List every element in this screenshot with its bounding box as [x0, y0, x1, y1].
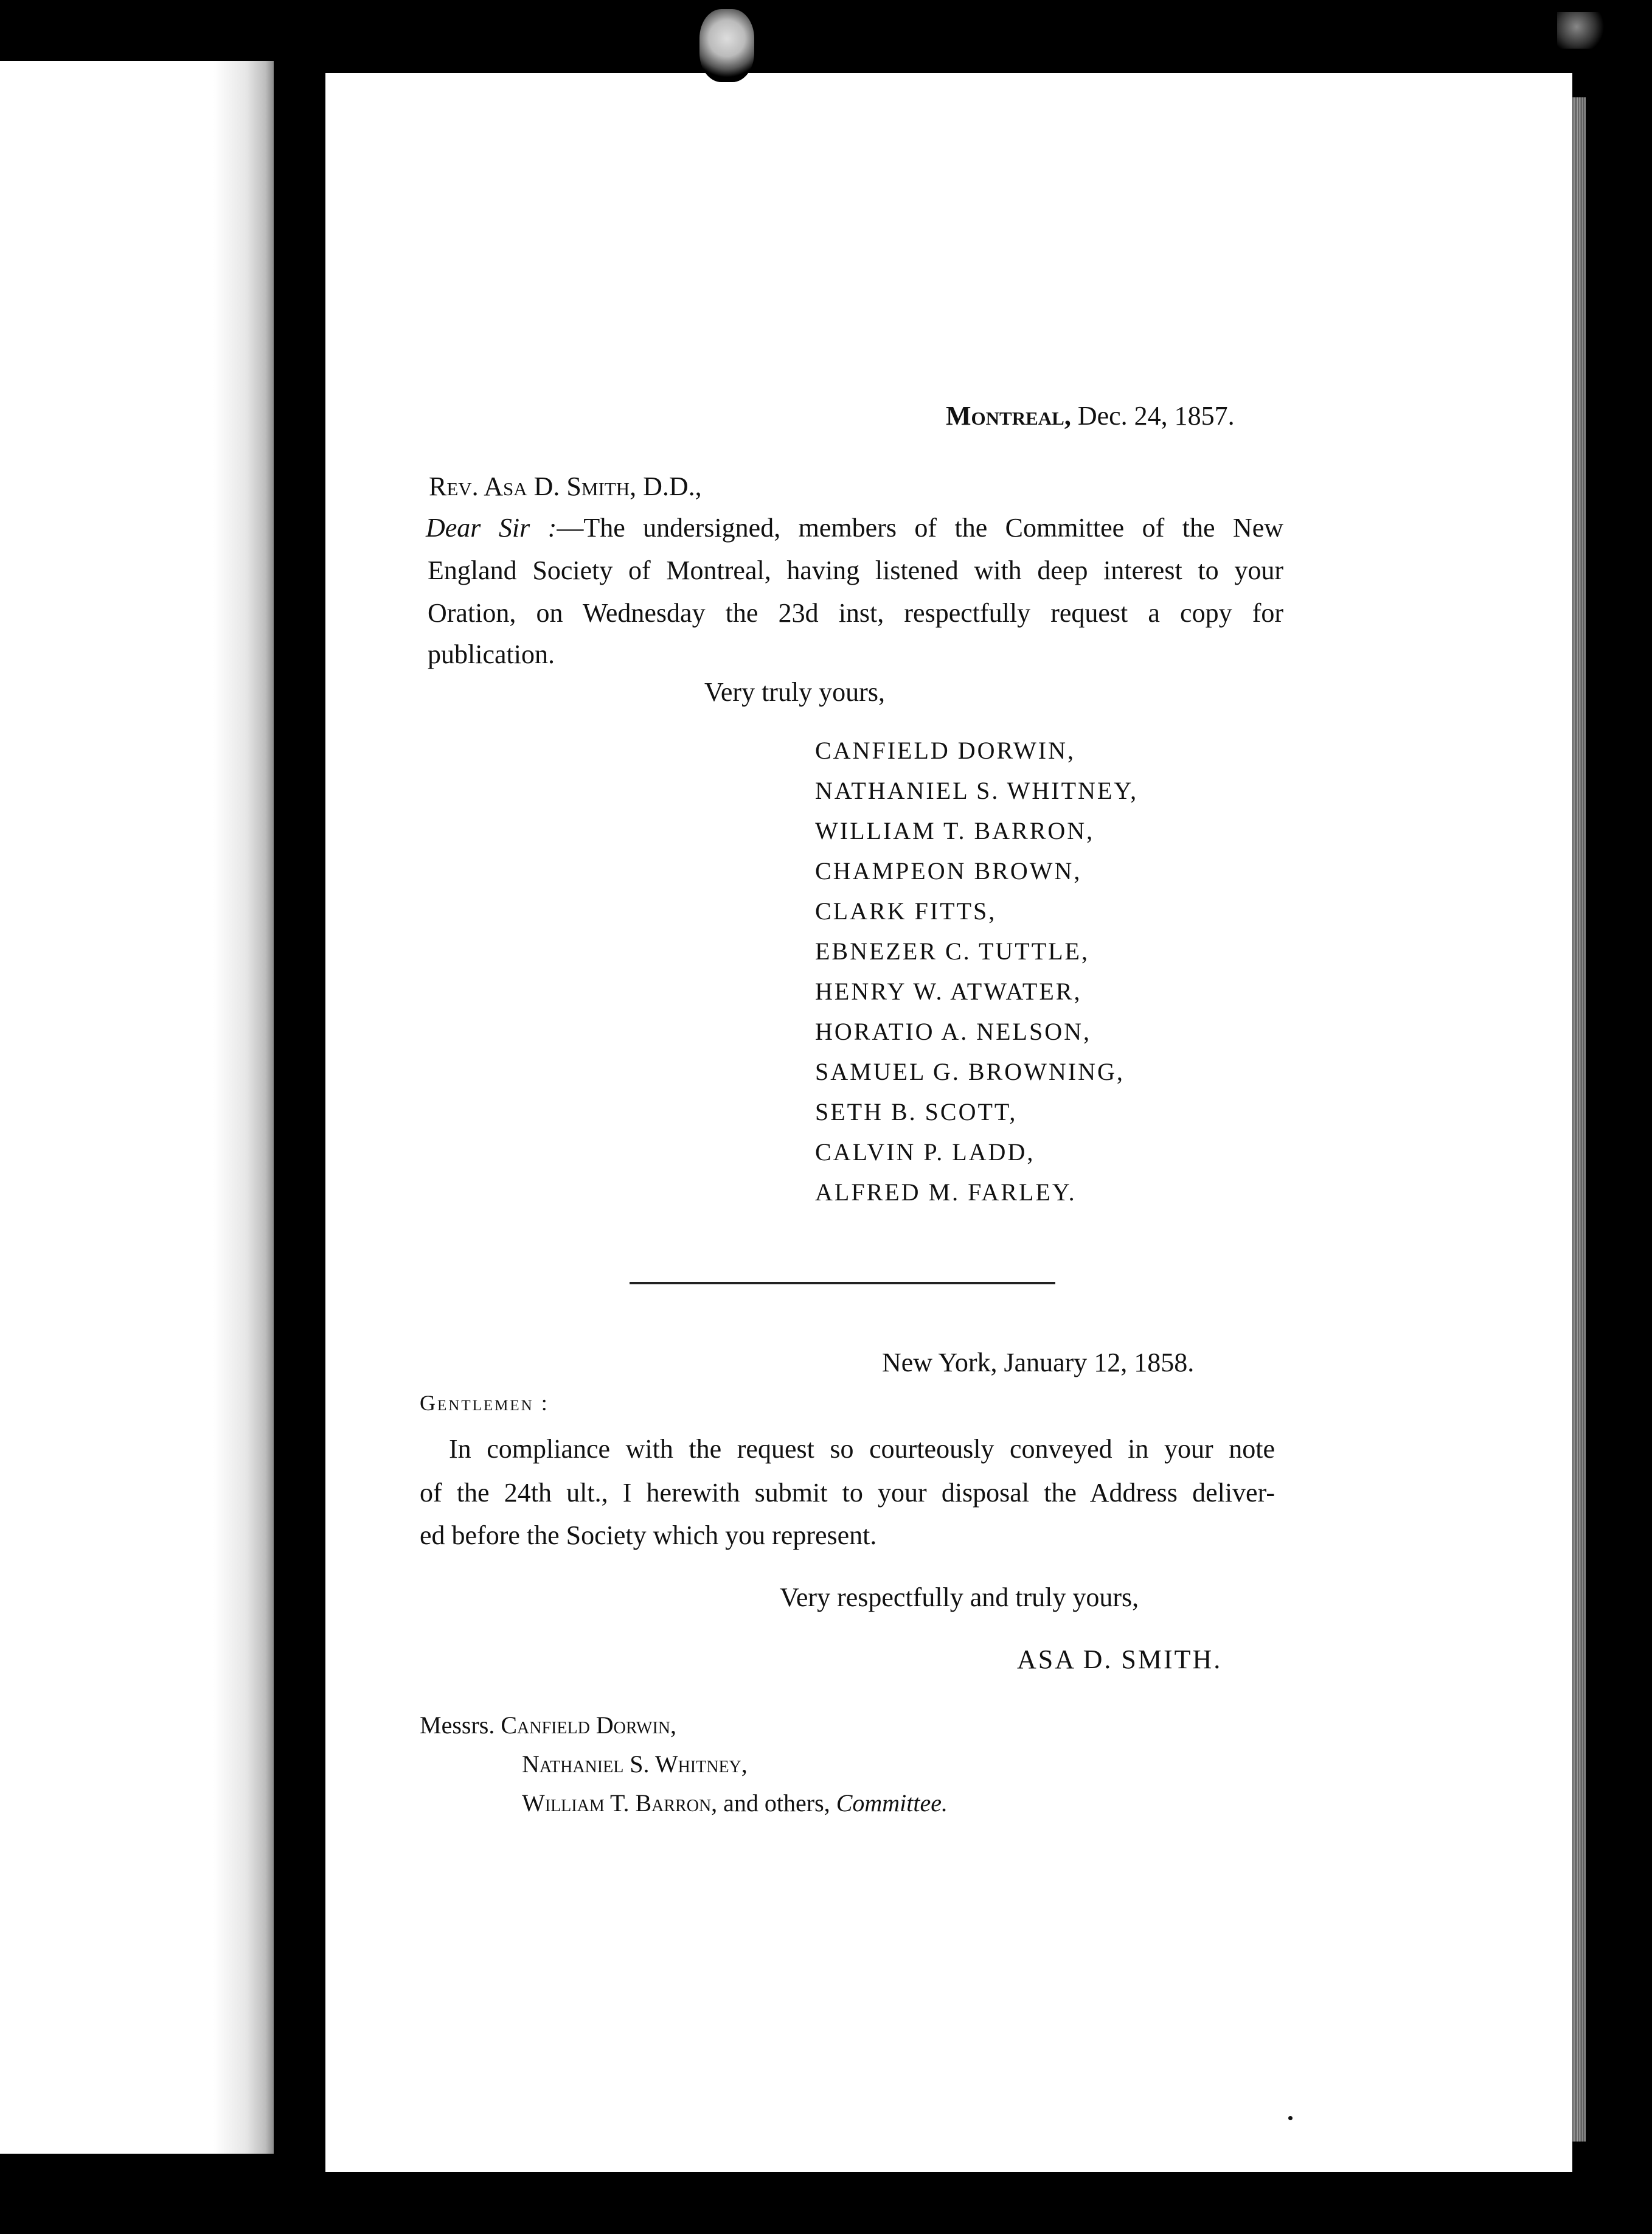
dateline-new-york: New York, January 12, 1858.: [882, 1348, 1195, 1377]
reply-line-1: In compliance with the request so courteously conveyed in your note: [449, 1434, 1275, 1464]
paper-speck: [1288, 2116, 1293, 2120]
scan-corner-noise: [1557, 12, 1606, 49]
signer-6: EBNEZER C. TUTTLE,: [815, 938, 1089, 965]
reply-line-3: ed before the Society which you represent.: [420, 1520, 877, 1550]
address-name-2: Nathaniel S. Whitney,: [522, 1750, 748, 1778]
body-line-1-text: —The undersigned, members of the Committee of the New: [557, 513, 1283, 543]
dateline-place: Montreal,: [946, 401, 1071, 431]
address-suffix: and others,: [723, 1789, 830, 1817]
salutation-gentlemen: Gentlemen :: [420, 1391, 549, 1415]
signer-1: CANFIELD DORWIN,: [815, 737, 1075, 764]
address-role: Committee.: [836, 1789, 948, 1817]
signer-10: SETH B. SCOTT,: [815, 1098, 1018, 1126]
signer-12: ALFRED M. FARLEY.: [815, 1178, 1077, 1206]
address-line-1: [420, 1713, 676, 1738]
greeting: Dear Sir :: [426, 513, 557, 543]
signer-5: CLARK FITTS,: [815, 897, 997, 925]
dateline-montreal: [946, 403, 1235, 430]
address-prefix: Messrs.: [420, 1711, 495, 1739]
signer-11: CALVIN P. LADD,: [815, 1138, 1035, 1166]
address-line-3: [522, 1791, 948, 1815]
page-edges: [1572, 97, 1586, 2142]
signer-3: WILLIAM T. BARRON,: [815, 817, 1095, 844]
signer-7: HENRY W. ATWATER,: [815, 978, 1082, 1005]
address-name-3: William T. Barron,: [522, 1789, 718, 1817]
body-line-3: Oration, on Wednesday the 23d inst, respectfully request a copy for: [428, 598, 1283, 628]
body-line-4: publication.: [428, 639, 555, 669]
signer-9: SAMUEL G. BROWNING,: [815, 1058, 1125, 1085]
facing-page-blank: [0, 61, 274, 2154]
book-gutter: [274, 61, 325, 2172]
closing-very-respectfully: Very respectfully and truly yours,: [780, 1582, 1139, 1612]
address-name-1: Canfield Dorwin,: [501, 1711, 676, 1739]
signature-asa-d-smith: ASA D. SMITH.: [1017, 1644, 1223, 1674]
body-line-2: England Society of Montreal, having listened with deep interest to your: [428, 555, 1283, 585]
closing-very-truly: Very truly yours,: [704, 677, 885, 707]
signer-8: HORATIO A. NELSON,: [815, 1018, 1091, 1045]
binding-mark: [699, 9, 754, 82]
signer-4: CHAMPEON BROWN,: [815, 857, 1082, 885]
body-line-1: [426, 515, 1283, 541]
dateline-date: Dec. 24, 1857.: [1077, 401, 1235, 431]
reply-line-2: of the 24th ult., I herewith submit to your disposal the Address deliver-: [420, 1478, 1275, 1508]
section-divider: [630, 1282, 1055, 1284]
signer-2: NATHANIEL S. WHITNEY,: [815, 777, 1139, 804]
addressee-name: Rev. Asa D. Smith, D.D.,: [429, 472, 702, 501]
